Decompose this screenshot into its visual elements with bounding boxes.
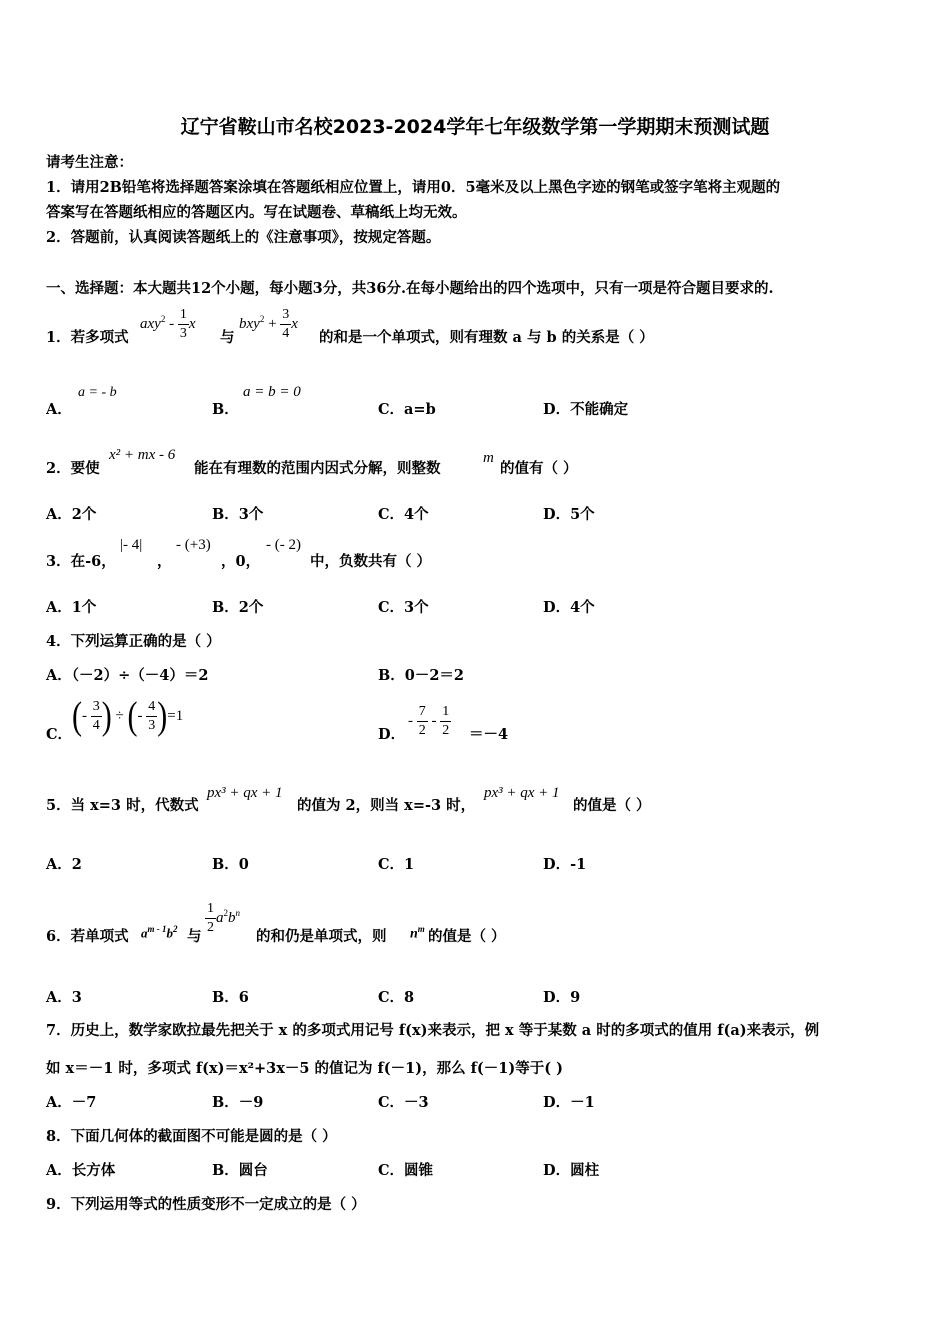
- q4-option-c-math: (- $\frac{3}{4}$ ) ÷ (- $\frac{4}{3}$ )=1: [72, 694, 184, 738]
- q3-option-b[interactable]: B．2个: [212, 599, 264, 616]
- q2-variable-m: m: [483, 450, 494, 466]
- q4-option-b[interactable]: B．0－2＝2: [378, 667, 465, 684]
- q2-polynomial: x² + mx - 6: [109, 447, 176, 463]
- q7-line-1: 7．历史上，数学家欧拉最先把关于 x 的多项式用记号 f(x)来表示，把 x 等于某数 a 时的多项式的值用 f(a)来表示，例: [46, 1022, 820, 1039]
- q1-suffix: 的和是一个单项式，则有理数 a 与 b 的关系是（ ）: [319, 329, 654, 346]
- q6-prefix: 6．若单项式: [46, 928, 129, 945]
- q4-option-a[interactable]: A．（－2）÷（－4）＝2: [46, 667, 209, 684]
- q8-option-c[interactable]: C．圆锥: [378, 1162, 434, 1179]
- q6-expression-nm: $n^m$: [410, 924, 425, 942]
- q5-option-b[interactable]: B．0: [212, 856, 249, 873]
- q5-option-d[interactable]: D．-1: [543, 856, 587, 873]
- q9-stem: 9．下列运用等式的性质变形不一定成立的是（ ）: [46, 1196, 366, 1213]
- q3-option-a[interactable]: A．1个: [46, 599, 97, 616]
- q4-option-d-tail: ＝－4: [469, 726, 509, 743]
- q1-option-c[interactable]: C．a=b: [378, 401, 436, 418]
- q5-option-a[interactable]: A．2: [46, 856, 82, 873]
- q1-option-a[interactable]: A．: [46, 401, 72, 418]
- q7-option-a[interactable]: A．－7: [46, 1094, 97, 1111]
- q2-prefix: 2．要使: [46, 460, 100, 477]
- q8-stem: 8．下面几何体的截面图不可能是圆的是（ ）: [46, 1128, 337, 1145]
- q8-option-d[interactable]: D．圆柱: [543, 1162, 600, 1179]
- q2-option-c[interactable]: C．4个: [378, 506, 429, 523]
- q2-mid: 能在有理数的范围内因式分解，则整数: [194, 460, 441, 477]
- q5-prefix: 5．当 x=3 时，代数式: [46, 797, 199, 814]
- q1-mid: 与: [220, 329, 235, 346]
- q1-prefix: 1．若多项式: [46, 329, 129, 346]
- q3-comma-2: ，0，: [221, 553, 261, 570]
- section-heading: 一、选择题：本大题共12个小题，每小题3分，共36分.在每小题给出的四个选项中，只有一项是符合题目要求的.: [46, 280, 774, 297]
- q6-monomial-2: $\frac{1}{2}$ $a^2b^n$: [207, 901, 240, 935]
- q4-option-c[interactable]: C．: [46, 726, 73, 743]
- q5-expression: px³ + qx + 1: [207, 785, 283, 801]
- q3-math-1: |- 4|: [120, 537, 143, 553]
- notice-heading: 请考生注意：: [46, 154, 133, 171]
- q2-suffix: 的值有（ ）: [500, 460, 578, 477]
- q6-suffix: 的和仍是单项式，则: [256, 928, 387, 945]
- q4-option-d[interactable]: D．: [378, 726, 406, 743]
- q5-expression-2: px³ + qx + 1: [484, 785, 560, 801]
- q3-math-3: - (- 2): [266, 537, 301, 553]
- q5-option-c[interactable]: C．1: [378, 856, 415, 873]
- q6-monomial-1: $a^{m - 1}b^2$: [141, 924, 178, 941]
- q6-option-a[interactable]: A．3: [46, 989, 82, 1006]
- q2-option-a[interactable]: A．2个: [46, 506, 97, 523]
- q1-polynomial-2: bxy$^2$ + $\frac{3}{4}$ x: [239, 307, 298, 341]
- q2-option-d[interactable]: D．5个: [543, 506, 595, 523]
- q7-option-b[interactable]: B．－9: [212, 1094, 264, 1111]
- q8-option-b[interactable]: B．圆台: [212, 1162, 268, 1179]
- q4-option-c-tail: =1: [167, 707, 184, 724]
- notice-item-1-line-1: 1．请用2B铅笔将选择题答案涂填在答题纸相应位置上，请用0．5毫米及以上黑色字迹的钢笔或签字笔将主观题的: [46, 179, 781, 196]
- q4-stem: 4．下列运算正确的是（ ）: [46, 633, 221, 650]
- q5-suffix: 的值是（ ）: [573, 797, 651, 814]
- q3-prefix: 3．在-6，: [46, 553, 116, 570]
- q1-option-b[interactable]: B．: [212, 401, 239, 418]
- page-title: 辽宁省鞍山市名校2023-2024学年七年级数学第一学期期末预测试题: [180, 116, 770, 138]
- q6-option-b[interactable]: B．6: [212, 989, 249, 1006]
- notice-item-1-line-2: 答案写在答题纸相应的答题区内。写在试题卷、草稿纸上均无效。: [46, 204, 467, 221]
- q6-mid: 与: [187, 928, 202, 945]
- q3-option-d[interactable]: D．4个: [543, 599, 595, 616]
- q1-option-d[interactable]: D．不能确定: [543, 401, 629, 418]
- q8-option-a[interactable]: A．长方体: [46, 1162, 116, 1179]
- q2-option-b[interactable]: B．3个: [212, 506, 264, 523]
- q7-option-d[interactable]: D．－1: [543, 1094, 595, 1111]
- q3-math-2: - (+3): [176, 537, 211, 553]
- q3-suffix: 中，负数共有（ ）: [310, 553, 432, 570]
- q5-mid: 的值为 2，则当 x=-3 时，: [297, 797, 476, 814]
- q3-option-c[interactable]: C．3个: [378, 599, 429, 616]
- q1-option-b-math: a = b = 0: [243, 384, 301, 400]
- q7-option-c[interactable]: C．－3: [378, 1094, 429, 1111]
- q3-comma-1: ，: [157, 553, 172, 570]
- q7-line-2: 如 x＝－1 时，多项式 f(x)＝x²+3x－5 的值记为 f(－1)，那么 f(－1)等于( ): [46, 1060, 563, 1077]
- q1-option-a-math: a = - b: [78, 385, 117, 400]
- q6-suffix-2: 的值是（ ）: [428, 928, 506, 945]
- q6-option-d[interactable]: D．9: [543, 989, 581, 1006]
- q4-option-d-math: - $\frac{7}{2}$ - $\frac{1}{2}$: [408, 704, 450, 738]
- notice-item-2: 2．答题前，认真阅读答题纸上的《注意事项》，按规定答题。: [46, 229, 441, 246]
- q1-polynomial-1: axy$^2$ - $\frac{1}{3}$ x: [140, 307, 196, 341]
- q6-option-c[interactable]: C．8: [378, 989, 415, 1006]
